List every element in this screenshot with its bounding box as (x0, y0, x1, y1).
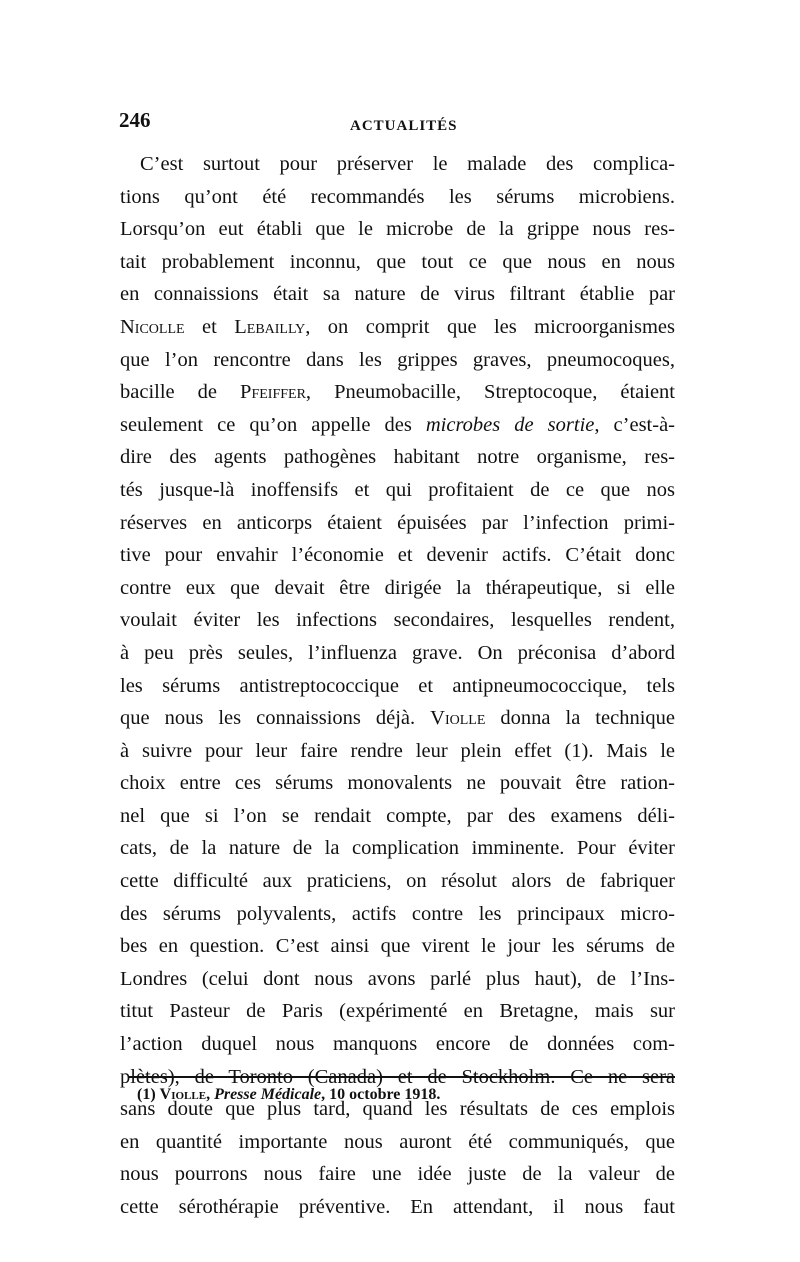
footnote-author: Violle (159, 1086, 207, 1103)
text-line: tés jusque-là inoffensifs et qui profitaient de ce que nos (120, 478, 675, 501)
text-line: en connaissions était sa nature de virus filtrant établie par (120, 283, 675, 306)
text-line: tions qu’ont été recommandés les sérums microbiens. (120, 185, 675, 208)
text-line: contre eux que devait être dirigée la thérapeutique, si elle (120, 576, 675, 599)
text-line: les sérums antistreptococcique et antipneumococcique, tels (120, 674, 675, 697)
text-line: voulait éviter les infections secondaires, lesquelles rendent, (120, 609, 675, 632)
text-line: cette sérothérapie préventive. En attendant, il nous faut (120, 1196, 675, 1218)
text-line: des sérums polyvalents, actifs contre les principaux micro- (120, 902, 675, 925)
text-line: que l’on rencontre dans les grippes graves, pneumocoques, (120, 348, 675, 371)
footnote-marker: (1) (137, 1086, 156, 1103)
text-line: réserves en anticorps étaient épuisées par l’infection primi- (120, 511, 675, 534)
text-line: à peu près seules, l’influenza grave. On préconisa d’abord (120, 641, 675, 664)
text-fragment: , c’est-à- (594, 413, 676, 436)
footnote-separator: , (206, 1086, 211, 1103)
text-line (120, 702, 675, 735)
text-fragment: seulement ce qu’on appelle des (120, 413, 426, 436)
text-line: l’action duquel nous manquons encore de données com- (120, 1033, 675, 1056)
text-line: en quantité importante nous auront été communiqués, que (120, 1130, 675, 1153)
text-line: bes en question. C’est ainsi que virent le jour les sérums de (120, 935, 675, 958)
text-line: C’est surtout pour préserver le malade des complica- (140, 153, 675, 175)
text-line (120, 311, 675, 344)
italic-term: microbes de sortie (425, 413, 595, 436)
author-name-violle: Violle (430, 707, 486, 730)
footnote-journal: Presse Médicale (214, 1086, 322, 1103)
text-line: sans doute que plus tard, quand les résultats de ces emplois (120, 1098, 675, 1121)
text-line: nel que si l’on se rendait compte, par des examens déli- (120, 804, 675, 827)
text-fragment: , on comprit que les microorganismes (305, 315, 676, 338)
text-line: à suivre pour leur faire rendre leur plein effet (1). Mais le (120, 739, 675, 762)
text-line: choix entre ces sérums monovalents ne pouvait être ration- (120, 772, 675, 795)
text-line: tait probablement inconnu, que tout ce que nous en nous (120, 250, 675, 273)
author-name-nicolle: Nicolle (120, 315, 185, 338)
text-line: tive pour envahir l’économie et devenir actifs. C’était donc (120, 544, 675, 567)
text-fragment: , Pneumobacille, Streptocoque, étaient (305, 381, 675, 404)
running-head: ACTUALITÉS (350, 118, 458, 134)
text-fragment: donna la technique (485, 707, 675, 730)
author-name-pfeiffer: Pfeiffer (240, 381, 306, 404)
text-line (120, 376, 675, 409)
text-line: Londres (celui dont nous avons parlé plus haut), de l’Ins- (120, 967, 675, 990)
text-line (120, 409, 675, 442)
text-line: Lorsqu’on eut établi que le microbe de la grippe nous res- (120, 218, 675, 241)
author-name-lebailly: Lebailly (234, 315, 306, 338)
body-paragraph (120, 148, 675, 1224)
text-fragment: et (184, 315, 235, 338)
page-number: 246 (119, 108, 151, 132)
text-fragment: bacille de (120, 381, 241, 404)
text-line: dire des agents pathogènes habitant notre organisme, res- (120, 446, 675, 469)
text-line: cette difficulté aux praticiens, on résolut alors de fabriquer (120, 870, 675, 893)
text-line: cats, de la nature de la complication imminente. Pour éviter (120, 837, 675, 860)
text-line: plètes), de Toronto (Canada) et de Stockholm. Ce ne sera (120, 1065, 675, 1088)
footnote (137, 1086, 440, 1104)
footnote-date: , 10 octobre 1918. (321, 1086, 441, 1103)
text-fragment: que nous les connaissions déjà. (120, 707, 431, 730)
text-line: titut Pasteur de Paris (expérimenté en Bretagne, mais sur (120, 1000, 675, 1023)
text-line: nous pourrons nous faire une idée juste de la valeur de (120, 1163, 675, 1186)
footnote-divider (128, 1076, 675, 1078)
